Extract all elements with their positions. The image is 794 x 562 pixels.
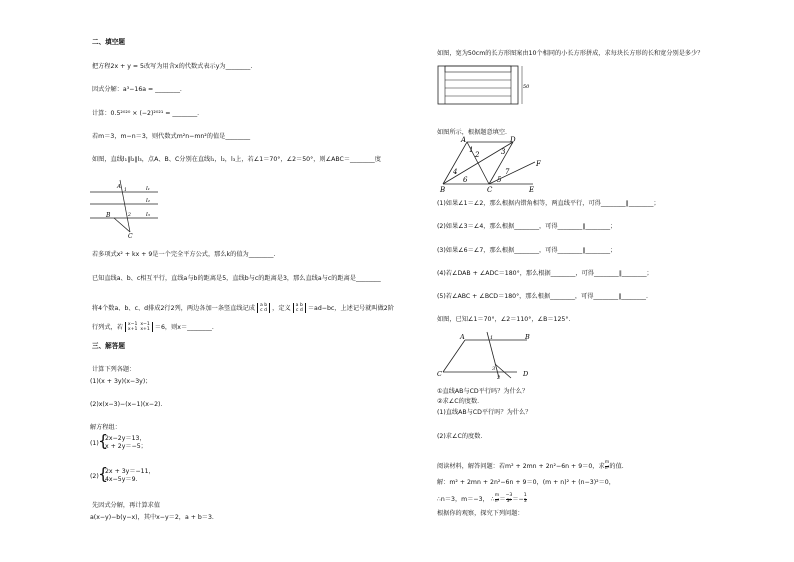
- fill-question-3: 计算：0.5²⁰²⁰ × (−2)²⁰²¹ = ________.: [92, 110, 200, 117]
- label-A: A: [460, 333, 465, 341]
- label-B: B: [525, 333, 530, 341]
- explore-question: 根据你的观察，探究下列问题：: [437, 510, 524, 517]
- angle-3: 3: [492, 366, 496, 372]
- det-b: b: [264, 303, 268, 308]
- fill-question-8-line2: [92, 322, 214, 332]
- calc-1: (1)(x + 3y)(x−3y)；: [90, 378, 152, 385]
- label-B: B: [106, 212, 111, 219]
- width-label: 50: [523, 84, 530, 90]
- quadrilateral-figure: [437, 136, 547, 194]
- fraction-3: $\frac{1}{3}$: [523, 493, 527, 504]
- q8-part-c: ＝ad−bc，上述记号就叫做2阶: [307, 305, 394, 312]
- label-C: C: [437, 370, 442, 378]
- fraction-2: $\frac{-3}{\text{3²}}$: [505, 493, 513, 504]
- label-D: D: [510, 136, 516, 144]
- solve-2-label: (2): [90, 473, 99, 480]
- fill-in-question: 如图所示，根据题意填空.: [437, 129, 508, 136]
- determinant-definition: a b c d: [293, 303, 306, 313]
- calc-title: 计算下列各题：: [92, 366, 136, 373]
- angles-question: 如图，已知∠1＝70°，∠2＝110°，∠B＝125°.: [437, 316, 571, 323]
- det-c: c: [260, 308, 263, 313]
- q8-part-e: ＝6，则x＝________.: [154, 324, 214, 331]
- label-l3: l₃: [146, 212, 150, 218]
- angle-3: 3: [501, 148, 506, 156]
- angle-2: 2: [128, 213, 131, 218]
- reading-end: 的值.: [609, 463, 624, 471]
- label-B: B: [440, 186, 446, 194]
- label-A: A: [461, 136, 467, 144]
- question-a-1: ①直线AB与CD平行吗？为什么？: [437, 388, 529, 395]
- angle-5: 5: [497, 176, 502, 184]
- angle-2: 2: [475, 151, 480, 159]
- angle-7: 7: [505, 168, 510, 176]
- rectangles-figure: [437, 64, 530, 108]
- fraction-m-over-n2: $\frac{m}{\text{n²}}$: [604, 460, 610, 471]
- fill-question-5: 如图，直线l₁∥l₂∥l₃，点A、B、C分别在直线l₁，l₂，l₃上，若∠1＝70°，∠2＝50°，则∠ABC＝________度: [92, 156, 381, 163]
- label-A: A: [117, 184, 121, 190]
- statement-2: (2)如果∠3＝∠4，那么根据________，可得________∥________；: [437, 223, 617, 230]
- q8-part-b: ，定义: [272, 305, 291, 312]
- angle-1: 1: [490, 335, 494, 341]
- rect-question: 如图，宽为50cm的长方形图案由10个相同的小长方形拼成，求每块长方形的长和宽分别是多少？: [437, 50, 704, 57]
- determinant-symbol: [257, 303, 270, 313]
- label-D: D: [523, 370, 529, 378]
- question-b-2: (2)求∠C的度数.: [437, 433, 483, 440]
- reading-question: [437, 461, 624, 471]
- parallel-lines-figure: [88, 178, 168, 240]
- solve-1-system: [105, 435, 147, 451]
- solve-2-eq1: 2x + 3y＝−11，: [105, 468, 155, 475]
- reading-text: 阅读材料，解答问题：若m² + 2mn + 2n²−6n + 9＝0，求: [437, 463, 605, 471]
- angle-6: 6: [463, 176, 468, 184]
- label-l2: l₂: [146, 198, 150, 204]
- angle-2: 2: [497, 375, 501, 381]
- statement-5: (5)若∠ABC + ∠BCD＝180°，那么根据________，可得________∥________.: [437, 293, 648, 300]
- section-answer-heading: 三、解答题: [92, 342, 125, 350]
- q8-part-a: 将4个数a、b、c、d排成2行2列，两边各加一条竖直线记成: [92, 305, 255, 312]
- section-fill-heading: 二、填空题: [92, 38, 125, 46]
- solve-1-eq1: 2x−2y＝13，: [105, 435, 146, 442]
- solve-2-eq2: 4x−5y＝9.: [105, 476, 138, 483]
- fill-question-7: 已知直线a、b、c相互平行，直线a与b的距离是5，直线b与c的距离是3，那么直线a与c的距离是________: [92, 275, 381, 282]
- angle-1: 1: [469, 146, 474, 154]
- label-C: C: [487, 186, 493, 194]
- fill-question-8-line1: [92, 303, 394, 313]
- fill-question-1: 把方程2x + y = 5改写为用含x的代数式表示y为________.: [92, 63, 253, 70]
- det-a: a: [259, 303, 263, 308]
- fill-question-4: 若m＝3，m−n＝3，则代数式m²n−mn²的值是________: [92, 133, 251, 140]
- solve-2-system: [105, 468, 155, 484]
- statement-3: (3)如果∠6＝∠7，那么根据________，可得________∥________；: [437, 247, 617, 254]
- brace-2: {: [98, 464, 109, 483]
- solve-1-eq2: x + 2y＝−5；: [105, 443, 147, 450]
- brace-1: {: [98, 431, 109, 450]
- question-a-2: ②求∠C的度数.: [437, 398, 480, 405]
- solve-title: 解方程组：: [90, 424, 121, 431]
- factor-title: 先因式分解，再计算求值: [92, 502, 161, 509]
- solve-1-label: (1): [90, 440, 99, 447]
- fill-question-2: 因式分解：a³−16a = ________.: [92, 86, 182, 93]
- trapezoid-figure: [437, 330, 537, 380]
- determinant-x: x−1 x−1 x+1 x+1: [125, 322, 153, 332]
- solution-line-2: ∴n＝3，m＝−3， ∴ $\frac{m}{\text{n²}}$ ＝ $\frac{-3}{\text{3²}}$ ＝− $\frac{1}{3}$: [437, 493, 527, 504]
- question-b-1: (1)直线AB与CD平行吗？为什么？: [437, 409, 532, 416]
- factor-expr: a(x−y)−b(y−x)，其中x−y＝2，a + b＝3.: [90, 514, 214, 521]
- fill-question-6: 若多项式x² + kx + 9是一个完全平方公式，那么k的值为________.: [92, 251, 276, 258]
- angle-1: 1: [124, 188, 127, 193]
- label-F: F: [536, 160, 541, 168]
- q8-part-d: 行列式，若: [92, 324, 123, 331]
- det-d: d: [264, 308, 268, 313]
- fraction-1: $\frac{m}{\text{n²}}$: [494, 493, 500, 504]
- angle-4: 4: [453, 168, 458, 176]
- label-E: E: [529, 186, 535, 194]
- statement-1: (1)如果∠1＝∠2，那么根据内错角相等，两直线平行，可得________∥________；: [437, 200, 660, 207]
- calc-2: (2)x(x−3)−(x−1)(x−2).: [90, 401, 163, 408]
- label-C: C: [128, 233, 133, 240]
- label-l1: l₁: [146, 186, 150, 192]
- statement-4: (4)若∠DAB + ∠ADC＝180°，那么根据________，可得________∥________；: [437, 270, 653, 277]
- solution-line-1: 解：m² + 2mn + 2n²−6n + 9＝0，(m + n)² + (n−3)²＝0，: [437, 479, 615, 486]
